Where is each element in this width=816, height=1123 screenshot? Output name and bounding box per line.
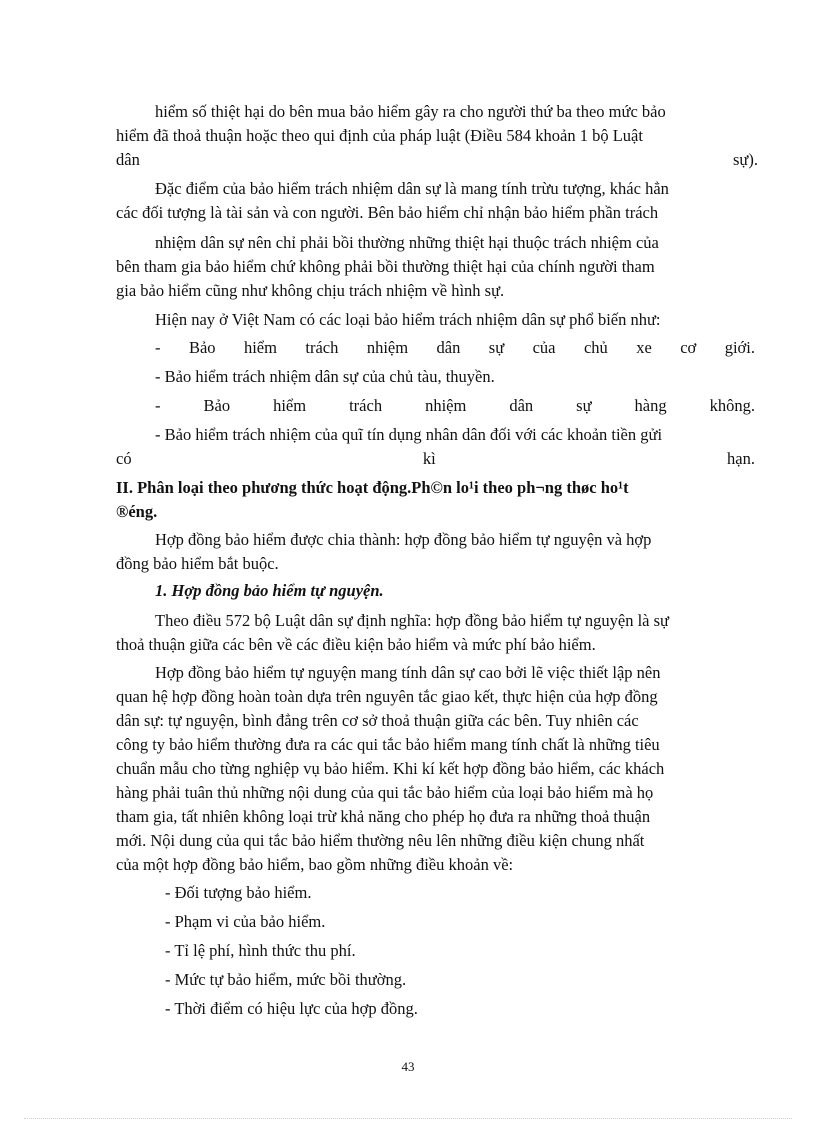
text-line: Theo điều 572 bộ Luật dân sự định nghĩa: hợp đồng bảo hiểm tự nguyện là sự: [155, 611, 669, 630]
list-item: - Thời điểm có hiệu lực của hợp đồng.: [165, 999, 418, 1018]
text-line: thoả thuận giữa các bên về các điều kiện bảo hiểm và mức phí bảo hiểm.: [116, 635, 596, 654]
section-heading-continuation: ®éng.: [116, 502, 158, 521]
text-line: Hiện nay ở Việt Nam có các loại bảo hiểm trách nhiệm dân sự phổ biến như:: [155, 310, 661, 329]
text-line: các đối tượng là tài sản và con người. Bên bảo hiểm chỉ nhận bảo hiểm phần trách: [116, 203, 659, 222]
section-heading: II. Phân loại theo phương thức hoạt động.Ph©n lo¹i theo ph¬ng thøc ho¹t: [116, 478, 629, 497]
text-line: Hợp đồng bảo hiểm tự nguyện mang tính dân sự cao bởi lẽ việc thiết lập nên: [155, 663, 661, 682]
subsection-heading: 1. Hợp đồng bảo hiểm tự nguyện.: [155, 581, 384, 600]
text-line-justified: - Bảo hiểm trách nhiệm dân sự hàng không.: [155, 396, 755, 415]
text-line-justified: có kì hạn.: [116, 449, 755, 468]
text-line: mới. Nội dung của qui tắc bảo hiểm thường nêu lên những điều kiện chung nhất: [116, 831, 645, 850]
text-line: chuẩn mẫu cho từng nghiệp vụ bảo hiểm. Khi kí kết hợp đồng bảo hiểm, các khách: [116, 759, 665, 778]
text-line-justified: - Bảo hiểm trách nhiệm dân sự của chủ xe cơ giới.: [155, 338, 755, 357]
text-line: hiểm số thiệt hại do bên mua bảo hiểm gây ra cho người thứ ba theo mức bảo: [155, 102, 666, 121]
list-item: - Tỉ lệ phí, hình thức thu phí.: [165, 941, 356, 960]
text-line: Đặc điểm của bảo hiểm trách nhiệm dân sự là mang tính trừu tượng, khác hẳn: [155, 179, 669, 198]
text-line: - Bảo hiểm trách nhiệm dân sự của chủ tàu, thuyền.: [155, 367, 495, 386]
text-line: gia bảo hiểm cũng như không chịu trách nhiệm về hình sự.: [116, 281, 505, 300]
page-bottom-divider: [24, 1118, 792, 1119]
text-line: đồng bảo hiểm bắt buộc.: [116, 554, 279, 573]
text-line: tham gia, tất nhiên không loại trừ khả năng cho phép họ đưa ra những thoả thuận: [116, 807, 651, 826]
text-line: bên tham gia bảo hiểm chứ không phải bồi thường thiệt hại của chính người tham: [116, 257, 655, 276]
page-number: 43: [401, 1059, 415, 1074]
list-item: - Đối tượng bảo hiểm.: [165, 883, 312, 902]
text-line: của một hợp đồng bảo hiểm, bao gồm những điều khoản về:: [116, 855, 514, 874]
list-item: - Mức tự bảo hiểm, mức bồi thường.: [165, 970, 407, 989]
text-line: nhiệm dân sự nên chỉ phải bồi thường những thiệt hại thuộc trách nhiệm của: [155, 233, 659, 252]
text-line: hiểm đã thoả thuận hoặc theo qui định của pháp luật (Điều 584 khoản 1 bộ Luật: [116, 126, 643, 145]
text-line: công ty bảo hiểm thường đưa ra các qui tắc bảo hiểm mang tính chất là những tiêu: [116, 735, 660, 754]
list-item: - Phạm vi của bảo hiểm.: [165, 912, 326, 931]
text-line: quan hệ hợp đồng hoàn toàn dựa trên nguyên tắc giao kết, thực hiện của hợp đồng: [116, 687, 658, 706]
text-line: dân sự: tự nguyện, bình đẳng trên cơ sở thoả thuận giữa các bên. Tuy nhiên các: [116, 711, 639, 730]
text-line: Hợp đồng bảo hiểm được chia thành: hợp đồng bảo hiểm tự nguyện và hợp: [155, 530, 652, 549]
text-line: hàng phải tuân thủ những nội dung của qui tắc bảo hiểm của loại bảo hiểm mà họ: [116, 783, 654, 802]
text-line: - Bảo hiểm trách nhiệm của quĩ tín dụng nhân dân đối với các khoản tiền gửi: [155, 425, 663, 444]
text-line: dân sự).: [116, 150, 758, 169]
